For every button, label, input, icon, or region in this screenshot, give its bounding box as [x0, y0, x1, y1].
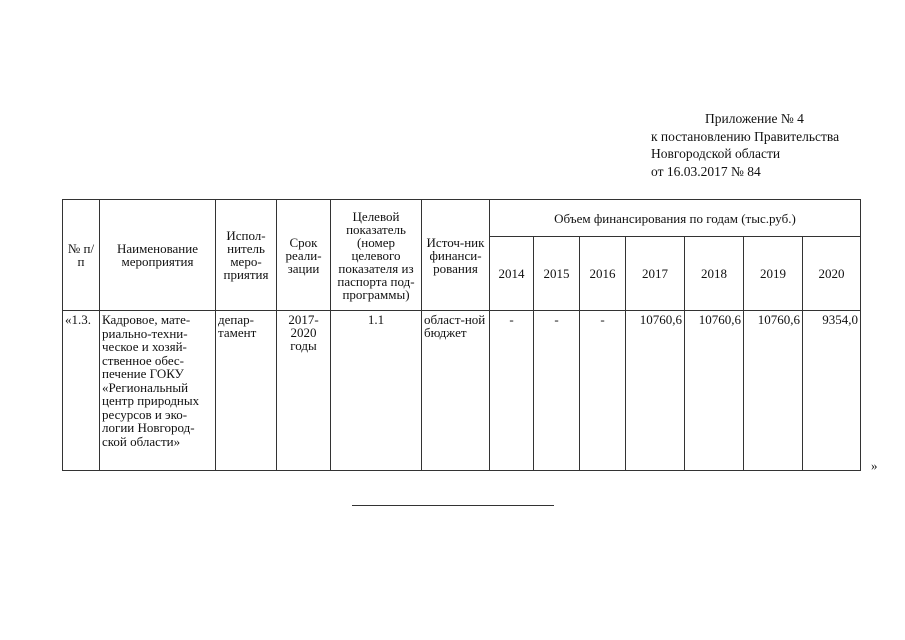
appendix-title: Приложение № 4 — [705, 111, 804, 126]
header-num: № п/п — [63, 200, 100, 311]
appendix-date: от 16.03.2017 № 84 — [651, 163, 761, 179]
separator-line — [352, 505, 554, 506]
cell-executor: депар-тамент — [216, 311, 277, 471]
cell-target: 1.1 — [331, 311, 422, 471]
cell-value: - — [534, 311, 580, 471]
appendix-resolution: к постановлению Правительства — [651, 128, 840, 144]
cell-value: - — [580, 311, 626, 471]
header-year: 2014 — [490, 237, 534, 311]
cell-name: Кадровое, мате-риально-техни-ческое и хозяй-ственное обес-печение ГОКУ «Региональный центр природных ресурсов и эко-логии Новгород-ской области» — [100, 311, 216, 471]
financing-table — [62, 199, 861, 471]
header-target: Целевой показатель (номер целевого показателя из паспорта под-программы) — [331, 200, 422, 311]
table-row — [63, 311, 861, 471]
header-executor: Испол-нитель меро-приятия — [216, 200, 277, 311]
header-source: Источ-ник финанси-рования — [422, 200, 490, 311]
cell-num: «1.3. — [63, 311, 100, 471]
header-term: Срок реали-зации — [277, 200, 331, 311]
cell-value: 10760,6 — [744, 311, 803, 471]
cell-term: 2017-2020 годы — [277, 311, 331, 471]
header-year: 2016 — [580, 237, 626, 311]
header-funding-group: Объем финансирования по годам (тыс.руб.) — [490, 200, 861, 237]
header-year: 2017 — [626, 237, 685, 311]
cell-value: 9354,0 — [803, 311, 861, 471]
cell-value: 10760,6 — [685, 311, 744, 471]
appendix-region: Новгородской области — [651, 146, 781, 161]
cell-value: 10760,6 — [626, 311, 685, 471]
header-year: 2015 — [534, 237, 580, 311]
cell-source: област-ной бюджет — [422, 311, 490, 471]
header-year: 2019 — [744, 237, 803, 311]
appendix-header — [651, 110, 839, 180]
header-year: 2018 — [685, 237, 744, 311]
header-year: 2020 — [803, 237, 861, 311]
closing-quote: » — [871, 458, 878, 473]
cell-value: - — [490, 311, 534, 471]
header-name: Наименование мероприятия — [100, 200, 216, 311]
